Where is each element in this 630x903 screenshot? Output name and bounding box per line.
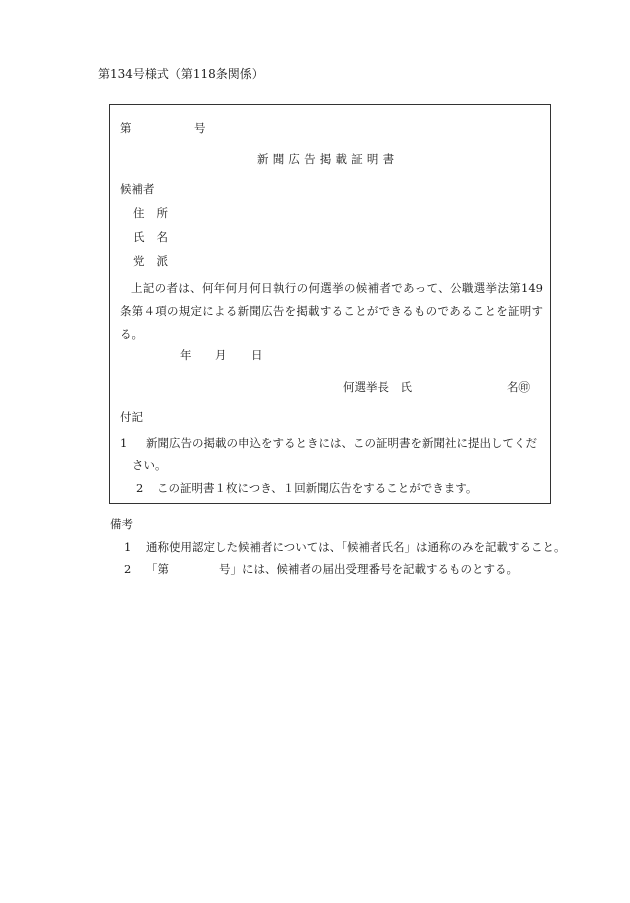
remark-number: 1 bbox=[124, 540, 132, 554]
certificate-body: 上記の者は、何年何月何日執行の何選挙の候補者であって、公職選挙法第149条第４項の規定による新聞広告を掲載することができるものであることを証明する。 bbox=[120, 281, 543, 341]
date-year: 年 bbox=[180, 348, 192, 362]
remark-text-before: 「第 bbox=[146, 562, 169, 576]
note-text: この証明書１枚につき、１回新聞広告をすることができます。 bbox=[157, 481, 478, 495]
remark-number: 2 bbox=[124, 562, 132, 576]
candidate-label: 候補者 bbox=[120, 182, 155, 196]
note-text-continued: さい。 bbox=[132, 458, 167, 472]
form-title: 第134号様式（第118条関係） bbox=[98, 67, 264, 81]
remark-text-after: 号」には、候補者の届出受理番号を記載するものとする。 bbox=[219, 562, 518, 576]
remark-item bbox=[124, 540, 566, 555]
certificate-number-suffix: 号 bbox=[194, 121, 206, 135]
name-label: 氏名 bbox=[133, 230, 180, 244]
name-seal: 名㊞ bbox=[507, 380, 530, 394]
address-label: 住所 bbox=[133, 206, 180, 220]
note-item bbox=[120, 432, 544, 476]
note-number: 2 bbox=[136, 481, 144, 495]
date-day: 日 bbox=[251, 348, 263, 362]
remark-text: 通称使用認定した候補者については、「候補者氏名」は通称のみを記載すること。 bbox=[146, 540, 566, 554]
election-official: 何選挙長 氏 bbox=[343, 380, 412, 394]
notes-label: 付記 bbox=[120, 410, 143, 424]
note-number: 1 bbox=[120, 436, 128, 450]
remark-item bbox=[124, 562, 518, 577]
remarks-label: 備考 bbox=[110, 517, 133, 531]
note-text: 新聞広告の掲載の申込をするときには、この証明書を新聞社に提出してくだ bbox=[146, 436, 537, 450]
certificate-heading: 新聞広告掲載証明書 bbox=[257, 152, 399, 166]
note-item bbox=[136, 481, 477, 496]
certificate-number-prefix: 第 bbox=[120, 121, 132, 135]
party-label: 党派 bbox=[133, 254, 180, 268]
date-month: 月 bbox=[215, 348, 227, 362]
